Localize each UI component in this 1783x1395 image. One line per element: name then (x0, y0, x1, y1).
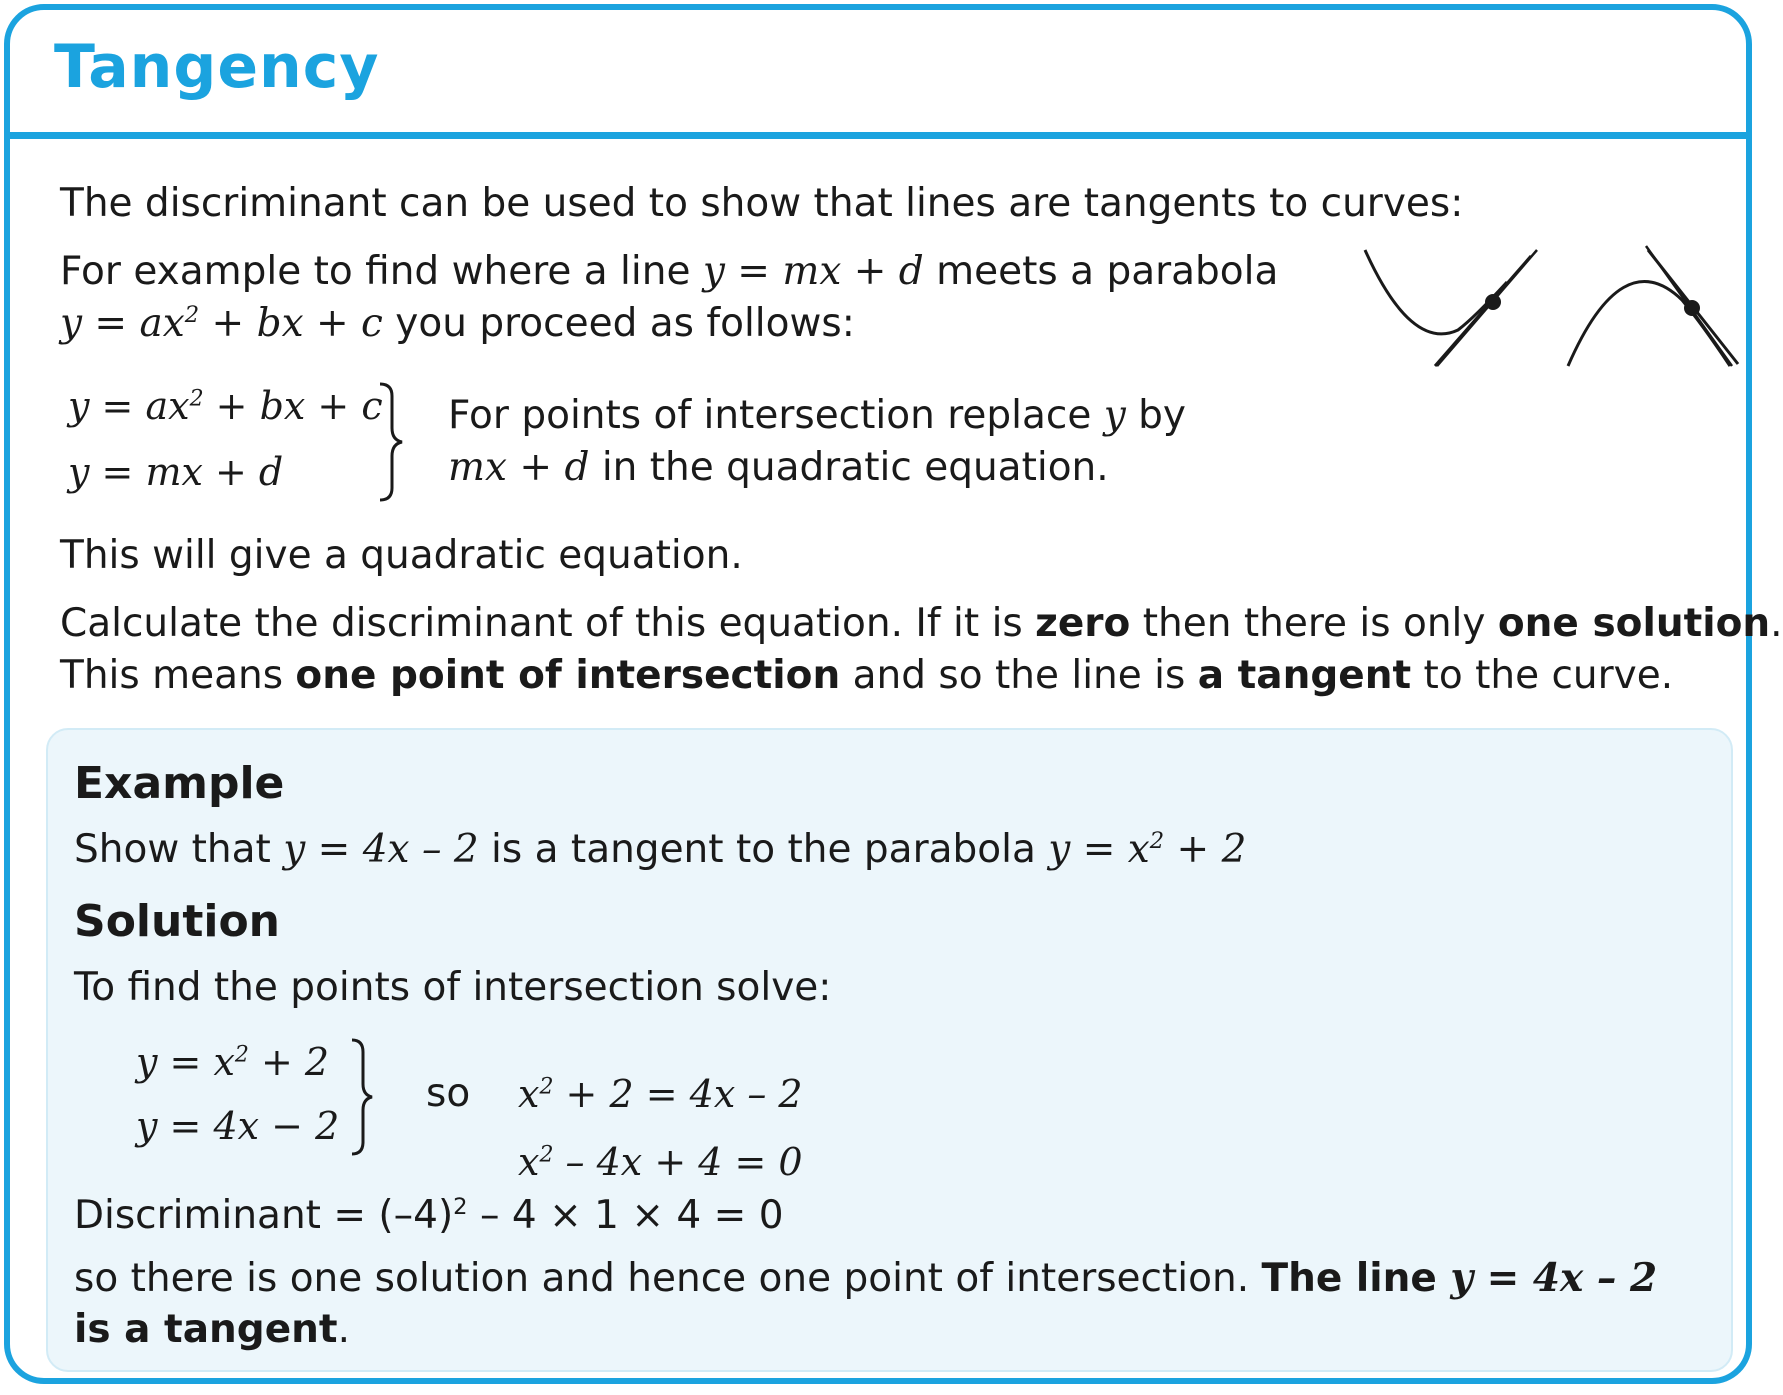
intro-line-1: The discriminant can be used to show that lines are tangents to curves: (60, 181, 1464, 226)
parabola-equation: $y = ax^2$ + bx + c (60, 301, 383, 346)
so-word: so (426, 1071, 471, 1116)
example-heading: Example (74, 758, 285, 809)
solution-step-2: $x^2 - 4x + 4 = 0$ (518, 1140, 803, 1184)
intro-line-3: $y = ax^2$ + bx + c you proceed as follows: (60, 301, 855, 346)
solution-system-equation-1: $y = x^2 + 2$ (136, 1040, 330, 1084)
calculate-sentence: Calculate the discriminant of this equation. If it is zero then there is only one solution. (60, 601, 1783, 646)
solution-heading: Solution (74, 896, 280, 947)
discriminant-line: Discriminant = $(-4)^2 - 4 \times 1 \times 4 = 0$ (74, 1193, 784, 1238)
page-title: Tangency (54, 32, 380, 102)
example-box (46, 728, 1733, 1372)
solution-intro: To find the points of intersection solve: (74, 965, 832, 1010)
solution-system-equation-2: y = 4x − 2 (136, 1104, 340, 1148)
parabola-max-tangent-icon (1562, 242, 1748, 370)
right-brace-icon (376, 382, 406, 502)
conclusion-line-2: is a tangent. (74, 1307, 350, 1352)
system-equation-2: y = mx + d (68, 450, 284, 494)
tangency-card (4, 4, 1783, 1384)
conclusion-line-1: so there is one solution and hence one point of intersection. The line y = 4x – 2 (74, 1255, 1658, 1301)
title-divider (10, 132, 1746, 139)
means-sentence: This means one point of intersection and so the line is a tangent to the curve. (60, 653, 1674, 698)
system-note-1: For points of intersection replace y by (448, 393, 1187, 438)
solution-right-brace-icon (348, 1038, 376, 1156)
quadratic-sentence: This will give a quadratic equation. (60, 533, 743, 578)
parabola-min-tangent-icon (1355, 242, 1549, 370)
intro-line-2: For example to find where a line y = mx + d meets a parabola (60, 249, 1279, 294)
solution-step-1: $x^2 + 2 = 4x - 2$ (518, 1072, 803, 1116)
line-equation: y = mx + d (702, 249, 924, 294)
system-equation-1: $y = ax^2$ + bx + c (68, 384, 383, 428)
example-task: Show that y = 4x – 2 is a tangent to the parabola $y = x^2 + 2$ (74, 827, 1247, 872)
system-note-2: mx + d in the quadratic equation. (448, 445, 1109, 490)
